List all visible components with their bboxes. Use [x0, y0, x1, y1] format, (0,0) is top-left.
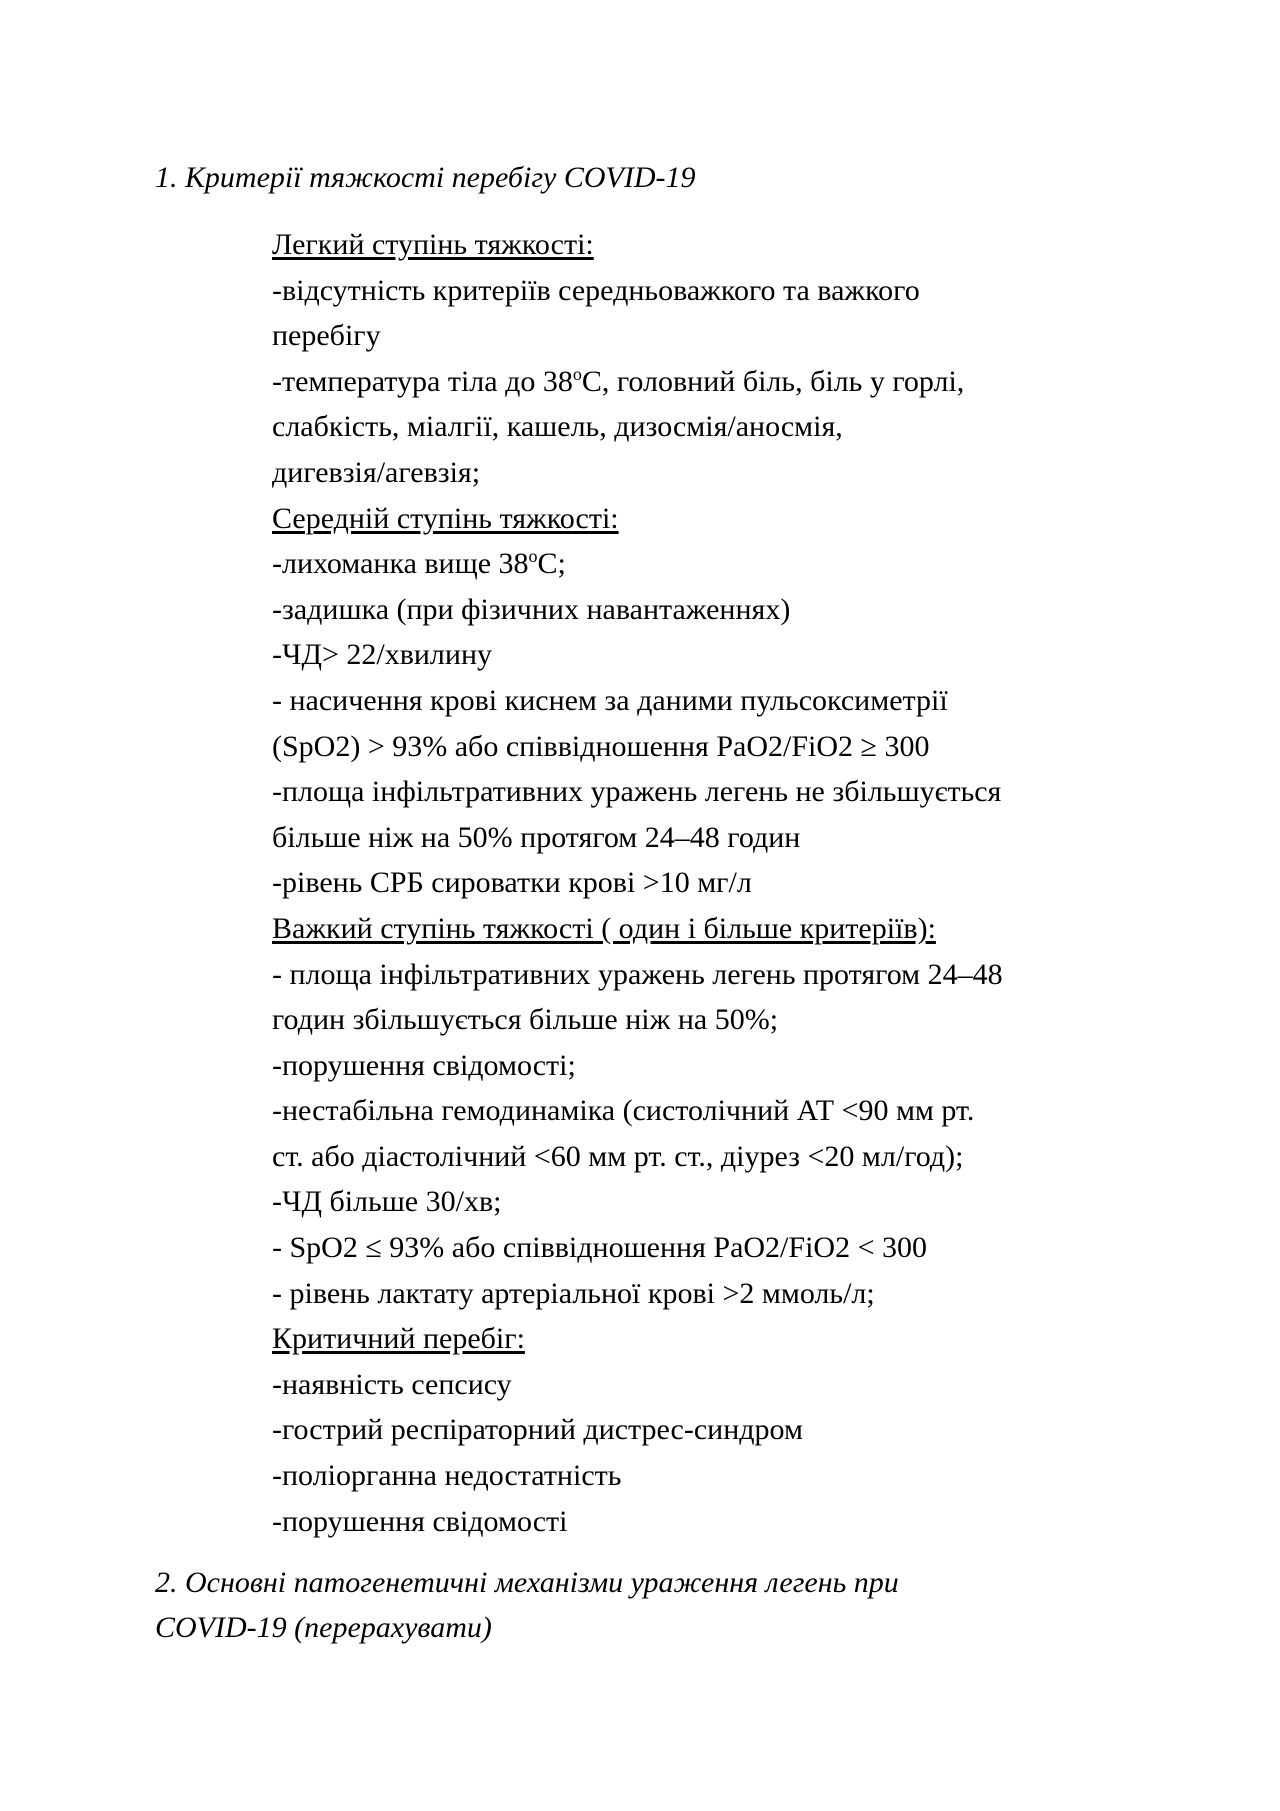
critical-line-3: -поліорганна недостатність: [272, 1459, 622, 1493]
moderate-line-2: -задишка (при фізичних навантаженнях): [272, 592, 791, 626]
mild-temp-rest: C, головний біль, біль у горлі,: [581, 364, 965, 398]
moderate-fever-rest: C;: [537, 547, 566, 581]
severe-section-title: Важкий ступінь тяжкості ( один і більше критеріїв):: [272, 911, 936, 945]
severe-line-2: годин збільшується більше ніж на 50%;: [272, 1003, 779, 1037]
critical-line-1: -наявність сепсису: [272, 1367, 512, 1401]
critical-line-2: -гострий респіраторний дистрес-синдром: [272, 1413, 803, 1447]
critical-section-title: Критичний перебіг:: [272, 1322, 525, 1356]
mild-section-title: Легкий ступінь тяжкості:: [272, 228, 594, 261]
degree-sign: o: [528, 546, 538, 567]
degree-sign: o: [572, 363, 582, 384]
moderate-line-7: більше ніж на 50% протягом 24–48 годин: [272, 820, 801, 854]
mild-line-3: [272, 359, 1172, 405]
question-2-line-1: 2. Основні патогенетичні механізми ураження легень при: [155, 1566, 899, 1599]
question-1-heading: 1. Критерії тяжкості перебігу COVID-19: [155, 161, 696, 194]
moderate-line-8: -рівень СРБ сироватки крові >10 мг/л: [272, 866, 752, 900]
mild-line-1: -відсутність критеріїв середньоважкого та важкого: [272, 273, 920, 307]
moderate-line-5: (SpO2) > 93% або співвідношення PaO2/FiO2 ≥ 300: [272, 729, 930, 763]
moderate-section-title: Середній ступінь тяжкості:: [272, 501, 619, 535]
severe-line-3: -порушення свідомості;: [272, 1048, 576, 1082]
moderate-line-1: [272, 541, 1172, 587]
severe-line-1: - площа інфільтративних уражень легень протягом 24–48: [272, 957, 1003, 991]
critical-line-4: -порушення свідомості: [272, 1504, 568, 1538]
mild-line-2: перебігу: [272, 319, 381, 353]
severe-line-4: -нестабільна гемодинаміка (систолічний АТ <90 мм рт.: [272, 1094, 975, 1128]
question-2-heading: [155, 1560, 1095, 1650]
severe-line-7: - SpO2 ≤ 93% або співвідношення PaO2/FiO2 < 300: [272, 1231, 927, 1265]
severe-line-5: ст. або діастолічний <60 мм рт. ст., діурез <20 мл/год);: [272, 1139, 964, 1173]
question-2-line-2: COVID-19 (перерахувати): [155, 1611, 492, 1644]
mild-temp-text: -температура тіла до 38: [272, 364, 573, 398]
moderate-line-3: -ЧД> 22/хвилину: [272, 638, 493, 672]
severe-line-6: -ЧД більше 30/хв;: [272, 1185, 502, 1219]
mild-line-5: дигевзія/агевзія;: [272, 455, 481, 489]
severe-line-8: - рівень лактату артеріальної крові >2 ммоль/л;: [272, 1276, 875, 1310]
moderate-fever-text: -лихоманка вище 38: [272, 547, 529, 581]
question-1-answer: [272, 222, 1172, 1544]
moderate-line-4: - насичення крові киснем за даними пульсоксиметрії: [272, 683, 948, 717]
moderate-line-6: -площа інфільтративних уражень легень не збільшується: [272, 775, 1002, 809]
mild-line-4: слабкість, міалгії, кашель, дизосмія/аносмія,: [272, 410, 843, 444]
